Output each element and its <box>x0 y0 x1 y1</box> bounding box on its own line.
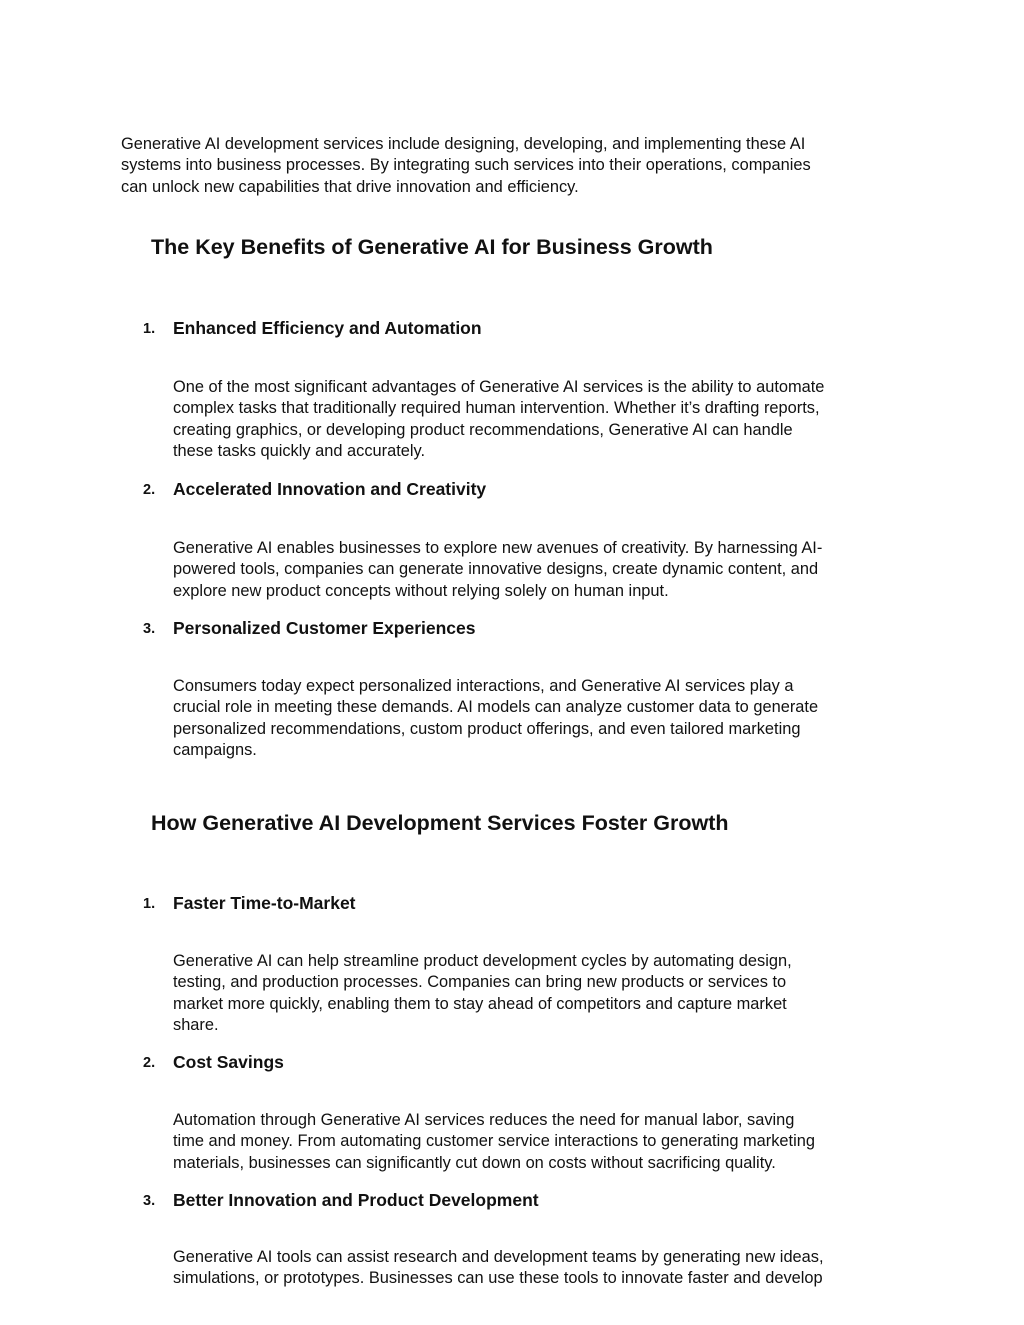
item-body-better-innovation: Generative AI tools can assist research and development teams by generating new ideas, simulations, or prototypes. Businesses can use these tools to innovate faster and develop <box>173 1248 824 1288</box>
item-title-enhanced-efficiency: Enhanced Efficiency and Automation <box>173 318 482 338</box>
item-title-cost-savings: Cost Savings <box>173 1052 284 1072</box>
list-number: 2. <box>143 482 156 498</box>
section-heading-key-benefits: The Key Benefits of Generative AI for Business Growth <box>151 235 713 259</box>
item-title-faster-time-to-market: Faster Time-to-Market <box>173 893 356 913</box>
item-body-enhanced-efficiency: One of the most significant advantages of Generative AI services is the ability to automate complex tasks that traditionally required human intervention. Whether it’s drafting reports, creating graphics, or developing product recommendations, Generative AI can handle these tasks quickly and accurately. <box>173 378 825 460</box>
list-number: 1. <box>143 896 156 912</box>
list-number: 3. <box>143 621 156 637</box>
item-title-better-innovation: Better Innovation and Product Development <box>173 1190 539 1210</box>
item-body-personalized-experiences: Consumers today expect personalized interactions, and Generative AI services play a crucial role in meeting these demands. AI models can analyze customer data to generate personalized recommendations, custom product offerings, and even tailored marketing campaigns. <box>173 677 819 759</box>
intro-paragraph: Generative AI development services include designing, developing, and implementing these AI systems into business processes. By integrating such services into their operations, companies can unlock new capabilities that drive innovation and efficiency. <box>121 135 811 196</box>
item-title-personalized-experiences: Personalized Customer Experiences <box>173 618 476 638</box>
list-number: 2. <box>143 1055 156 1071</box>
section-heading-foster-growth: How Generative AI Development Services Foster Growth <box>151 811 729 835</box>
list-number: 1. <box>143 321 156 337</box>
item-title-accelerated-innovation: Accelerated Innovation and Creativity <box>173 479 487 499</box>
item-body-faster-time-to-market: Generative AI can help streamline product development cycles by automating design, testing, and production processes. Companies can bring new products or services to market more quickly, enabling them to stay ahead of competitors and capture market share. <box>173 952 792 1034</box>
item-body-accelerated-innovation: Generative AI enables businesses to explore new avenues of creativity. By harnessing AI- powered tools, companies can generate innovative designs, create dynamic content, and explore new product concepts without relying solely on human input. <box>173 539 823 600</box>
item-body-cost-savings: Automation through Generative AI services reduces the need for manual labor, saving time and money. From automating customer service interactions to generating marketing materials, businesses can significantly cut down on costs without sacrificing quality. <box>173 1111 815 1172</box>
list-number: 3. <box>143 1193 156 1209</box>
